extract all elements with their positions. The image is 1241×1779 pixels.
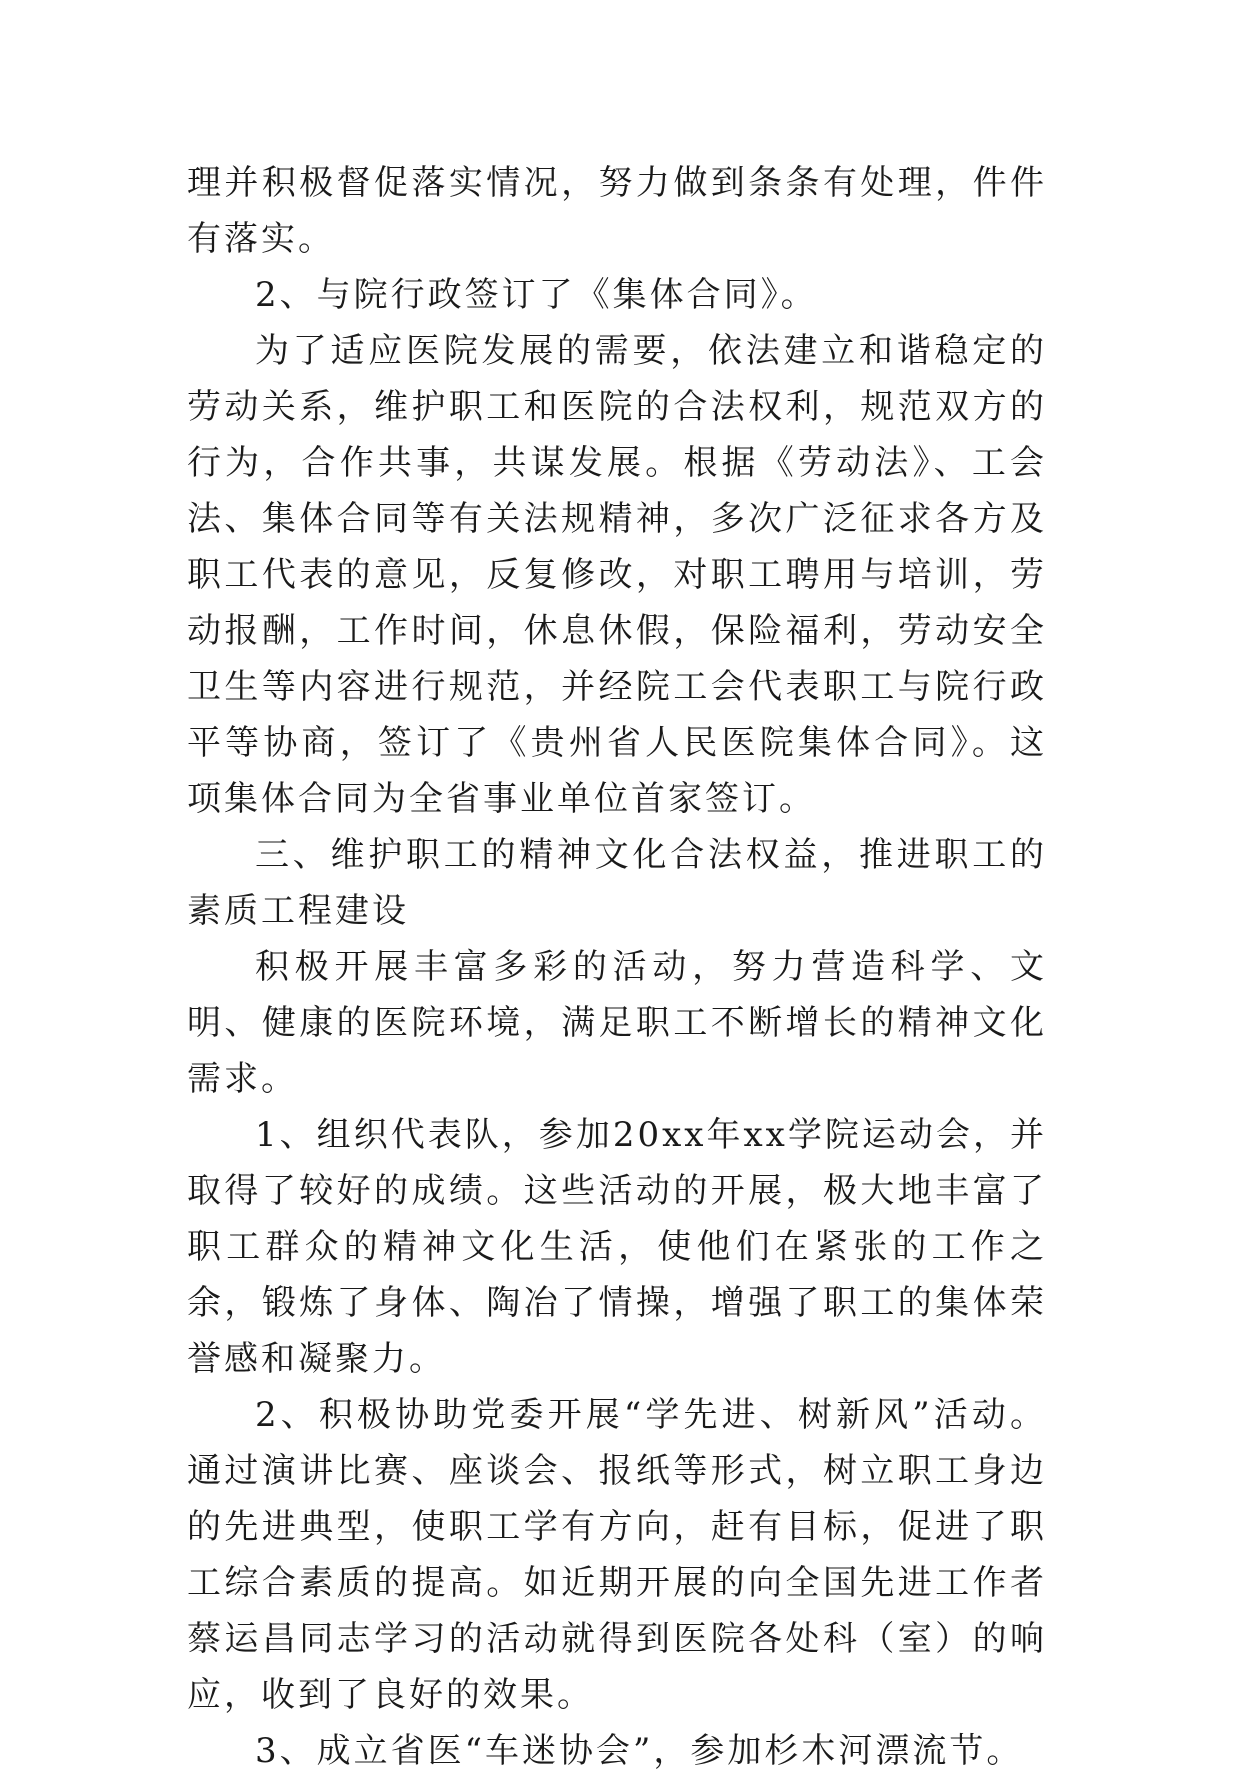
paragraph-continuation: 理并积极督促落实情况，努力做到条条有处理，件件有落实。 xyxy=(187,163,1047,259)
section-heading-three: 三、维护职工的精神文化合法权益，推进职工的素质工程建设 xyxy=(187,835,1047,931)
document-body xyxy=(187,155,1047,1779)
paragraph-activities-intro: 积极开展丰富多彩的活动，努力营造科学、文明、健康的医院环境，满足职工不断增长的精神文化需求。 xyxy=(187,947,1047,1099)
paragraph-item-1-sports: 1、组织代表队，参加20xx年xx学院运动会，并取得了较好的成绩。这些活动的开展，极大地丰富了职工群众的精神文化生活，使他们在紧张的工作之余，锻炼了身体、陶冶了情操，增强了职工的集体荣誉感和凝聚力。 xyxy=(187,1115,1047,1379)
paragraph-collective-contract-heading: 2、与院行政签订了《集体合同》。 xyxy=(255,275,818,315)
paragraph-item-3-car-club: 3、成立省医“车迷协会”，参加杉木河漂流节。 xyxy=(255,1731,1024,1771)
paragraph-collective-contract-body: 为了适应医院发展的需要，依法建立和谐稳定的劳动关系，维护职工和医院的合法权利，规范双方的行为，合作共事，共谋发展。根据《劳动法》、工会法、集体合同等有关法规精神，多次广泛征求各方及职工代表的意见，反复修改，对职工聘用与培训，劳动报酬，工作时间，休息休假，保险福利，劳动安全卫生等内容进行规范，并经院工会代表职工与院行政平等协商，签订了《贵州省人民医院集体合同》。这项集体合同为全省事业单位首家签订。 xyxy=(187,331,1047,819)
paragraph-item-2-campaign: 2、积极协助党委开展“学先进、树新风”活动。通过演讲比赛、座谈会、报纸等形式，树立职工身边的先进典型，使职工学有方向，赶有目标，促进了职工综合素质的提高。如近期开展的向全国先进工作者蔡运昌同志学习的活动就得到医院各处科（室）的响应，收到了良好的效果。 xyxy=(187,1395,1047,1715)
